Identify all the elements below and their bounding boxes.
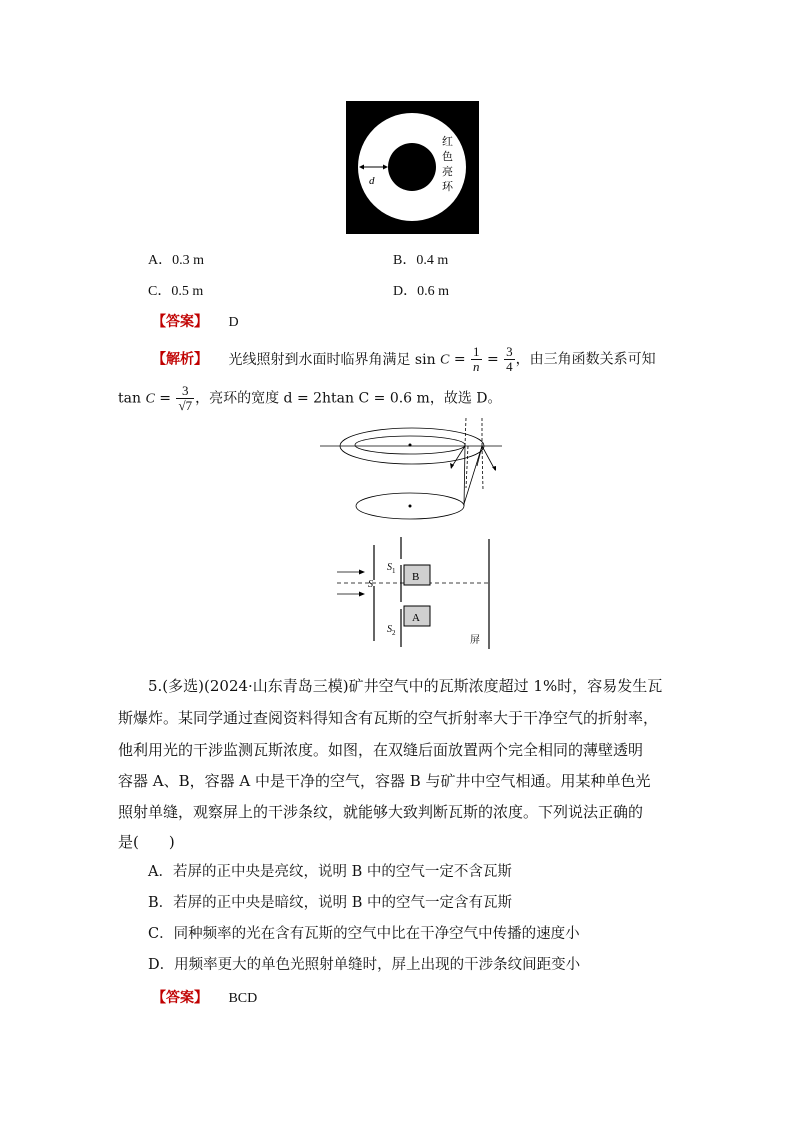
container-a-label: A bbox=[412, 612, 420, 624]
answer-tag: 【答案】 bbox=[152, 990, 208, 1006]
ring-label-2: 色 bbox=[442, 151, 453, 163]
bright-ring-figure bbox=[346, 101, 479, 234]
ring-label-1: 红 bbox=[442, 136, 453, 148]
q5-stem-line-4: 容器 A、B，容器 A 中是干净的空气，容器 B 与矿井中空气相通。用某种单色光 bbox=[118, 772, 651, 790]
q5-option-d: D．用频率更大的单色光照射单缝时，屏上出现的干涉条纹间距变小 bbox=[148, 957, 581, 973]
q5-option-b: B．若屏的正中央是暗纹，说明 B 中的空气一定含有瓦斯 bbox=[148, 895, 513, 911]
q5-answer: 【答案】 BCD bbox=[152, 990, 258, 1006]
q4-analysis-line-1: 【解析】 光线照射到水面时临界角满足 sin C = $\frac{1}{n}$ = $\frac{3}{4}$ ，由三角函数关系可知 bbox=[152, 344, 656, 374]
ring-width-label: d bbox=[369, 175, 375, 187]
q5-option-c: C．同种频率的光在含有瓦斯的空气中比在干净空气中传播的速度小 bbox=[148, 926, 580, 942]
q4-analysis-line-2: tan C = $\frac{3}{√7}$ ，亮环的宽度 d = 2htan C = 0.6 m，故选 D。 bbox=[118, 383, 502, 413]
analysis-tag: 【解析】 bbox=[152, 351, 208, 368]
q5-stem-line-2: 斯爆炸。某同学通过查阅资料得知含有瓦斯的空气折射率大于干净空气的折射率， bbox=[118, 709, 659, 727]
q5-stem-line-1: 5.(多选)(2024·山东青岛三模)矿井空气中的瓦斯浓度超过 1%时，容易发生瓦 bbox=[148, 677, 663, 695]
double-slit-diagram bbox=[334, 537, 494, 649]
fraction-3-over-4: $\frac{3}{4}$ bbox=[506, 344, 513, 374]
fraction-3-over-sqrt7: $\frac{3}{√7}$ bbox=[178, 383, 193, 413]
answer-tag: 【答案】 bbox=[152, 314, 208, 330]
q5-stem-line-5: 照射单缝，观察屏上的干涉条纹，就能够大致判断瓦斯的浓度。下列说法正确的 bbox=[118, 803, 644, 821]
q4-option-b: B．0.4 m bbox=[393, 253, 449, 268]
q5-stem-line-6: 是( ) bbox=[118, 833, 175, 851]
single-slit-label: S bbox=[368, 579, 373, 590]
ring-label-4: 环 bbox=[442, 181, 453, 193]
q4-answer: 【答案】 D bbox=[152, 314, 239, 330]
refraction-diagram bbox=[320, 418, 505, 522]
q4-option-c: C．0.5 m bbox=[148, 284, 204, 299]
fraction-1-over-n: $\frac{1}{n}$ bbox=[473, 344, 480, 374]
screen-label: 屏 bbox=[470, 635, 480, 646]
q5-stem-line-3: 他利用光的干涉监测瓦斯浓度。如图，在双缝后面放置两个完全相同的薄壁透明 bbox=[118, 741, 644, 759]
ring-label-3: 亮 bbox=[442, 166, 453, 178]
q4-option-d: D．0.6 m bbox=[393, 284, 450, 299]
slit-s2-label: $S_2$ bbox=[387, 624, 396, 637]
q5-option-a: A．若屏的正中央是亮纹，说明 B 中的空气一定不含瓦斯 bbox=[148, 864, 512, 880]
q4-option-a: A．0.3 m bbox=[148, 253, 205, 268]
container-b-label: B bbox=[412, 571, 420, 583]
slit-s1-label: $S_1$ bbox=[387, 562, 396, 575]
